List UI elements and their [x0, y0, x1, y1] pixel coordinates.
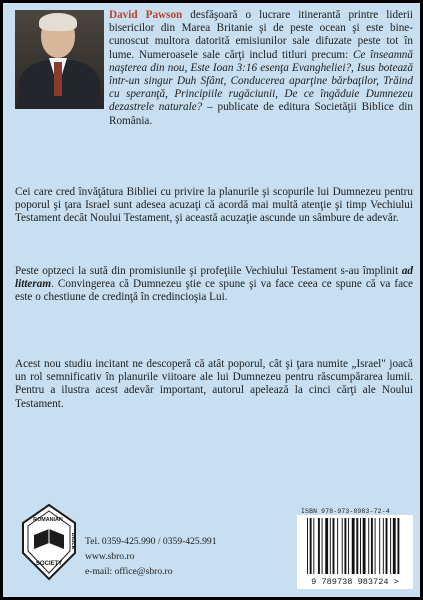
barcode-number: 9 789738 983724 > [311, 577, 399, 587]
phone-numbers: Tel. 0359-425.990 / 0359-425.991 [85, 536, 217, 547]
bio-text-1: desfăşoară o lucrare itinerantă printre liderii bisericilor din Marea Britanie şi de peste ocean şi este bine-cunoscut multora datorită emisiunilor sale difuzate peste tot în lume. Numeroasele sale cărţi includ titluri precum: [109, 9, 413, 61]
author-photo [15, 10, 104, 109]
author-name: David Pawson [109, 9, 183, 21]
photo-hair [39, 13, 77, 31]
isbn-barcode [297, 515, 413, 589]
paragraph-2-emphasis: ad litteram [15, 265, 413, 291]
paragraph-2-text-a: Peste optzeci la sută din promisiunile şi profeţiile Vechiului Testament s-au împlinit [15, 265, 402, 277]
logo-text-romanian: ROMANIAN [33, 517, 63, 523]
paragraph-2-text-b: . Convingerea că Dumnezeu ştie ce spune şi va face ceea ce spune că va face este o chestiune de credinţă în credincioşia Lui. [15, 278, 413, 304]
bio-text-2: – publicate de editura Societăţii Biblice din România. [109, 101, 414, 127]
contact-info [85, 534, 217, 579]
paragraph-3: Acest nou studiu incitant ne descoperă că atât poporul, cât şi ţara numite „Israel" joacă un rol semnificativ în planurile viitoare ale lui Dumnezeu pentru răscumpărarea lumii. Pentru a ilustra acest adevăr important, autorul apelează la cinci cărţi ale Noului Testament. [15, 358, 413, 410]
logo-text-bible: BIBLE [70, 532, 76, 550]
barcode-bars [303, 518, 407, 576]
paragraph-1: Cei care cred învăţătura Bibliei cu privire la planurile şi scopurile lui Dumnezeu pentru poporul şi ţara Israel sunt adesea acuzaţi că acordă mai multă atenţie şi timp Vechiului Testament decât Noului Testament, şi această acuzaţie ascunde un sâmbure de adevăr. [15, 186, 413, 225]
logo-text-society: SOCIETY [35, 561, 63, 567]
author-bio [109, 9, 413, 128]
back-cover [3, 3, 420, 597]
bible-society-logo [20, 503, 78, 581]
website-link[interactable]: www.sbro.ro [85, 551, 135, 562]
bio-book-titles: Ce înseamnă naşterea din nou, Este Ioan 3:16 esenţa Evangheliei?, Isus botează într-un singur Duh Sfânt, Conducerea aparţine bărbaţilor, Trăind cu speranţă, Principiile rugăciunii, De ce îngăduie Dumnezeu dezastrele naturale? [109, 48, 413, 114]
email-link[interactable]: e-mail: office@sbro.ro [85, 566, 173, 577]
paragraph-2 [15, 265, 413, 305]
photo-tie [54, 62, 62, 96]
isbn-label: ISBN 978-973-8983-72-4 [301, 508, 390, 515]
